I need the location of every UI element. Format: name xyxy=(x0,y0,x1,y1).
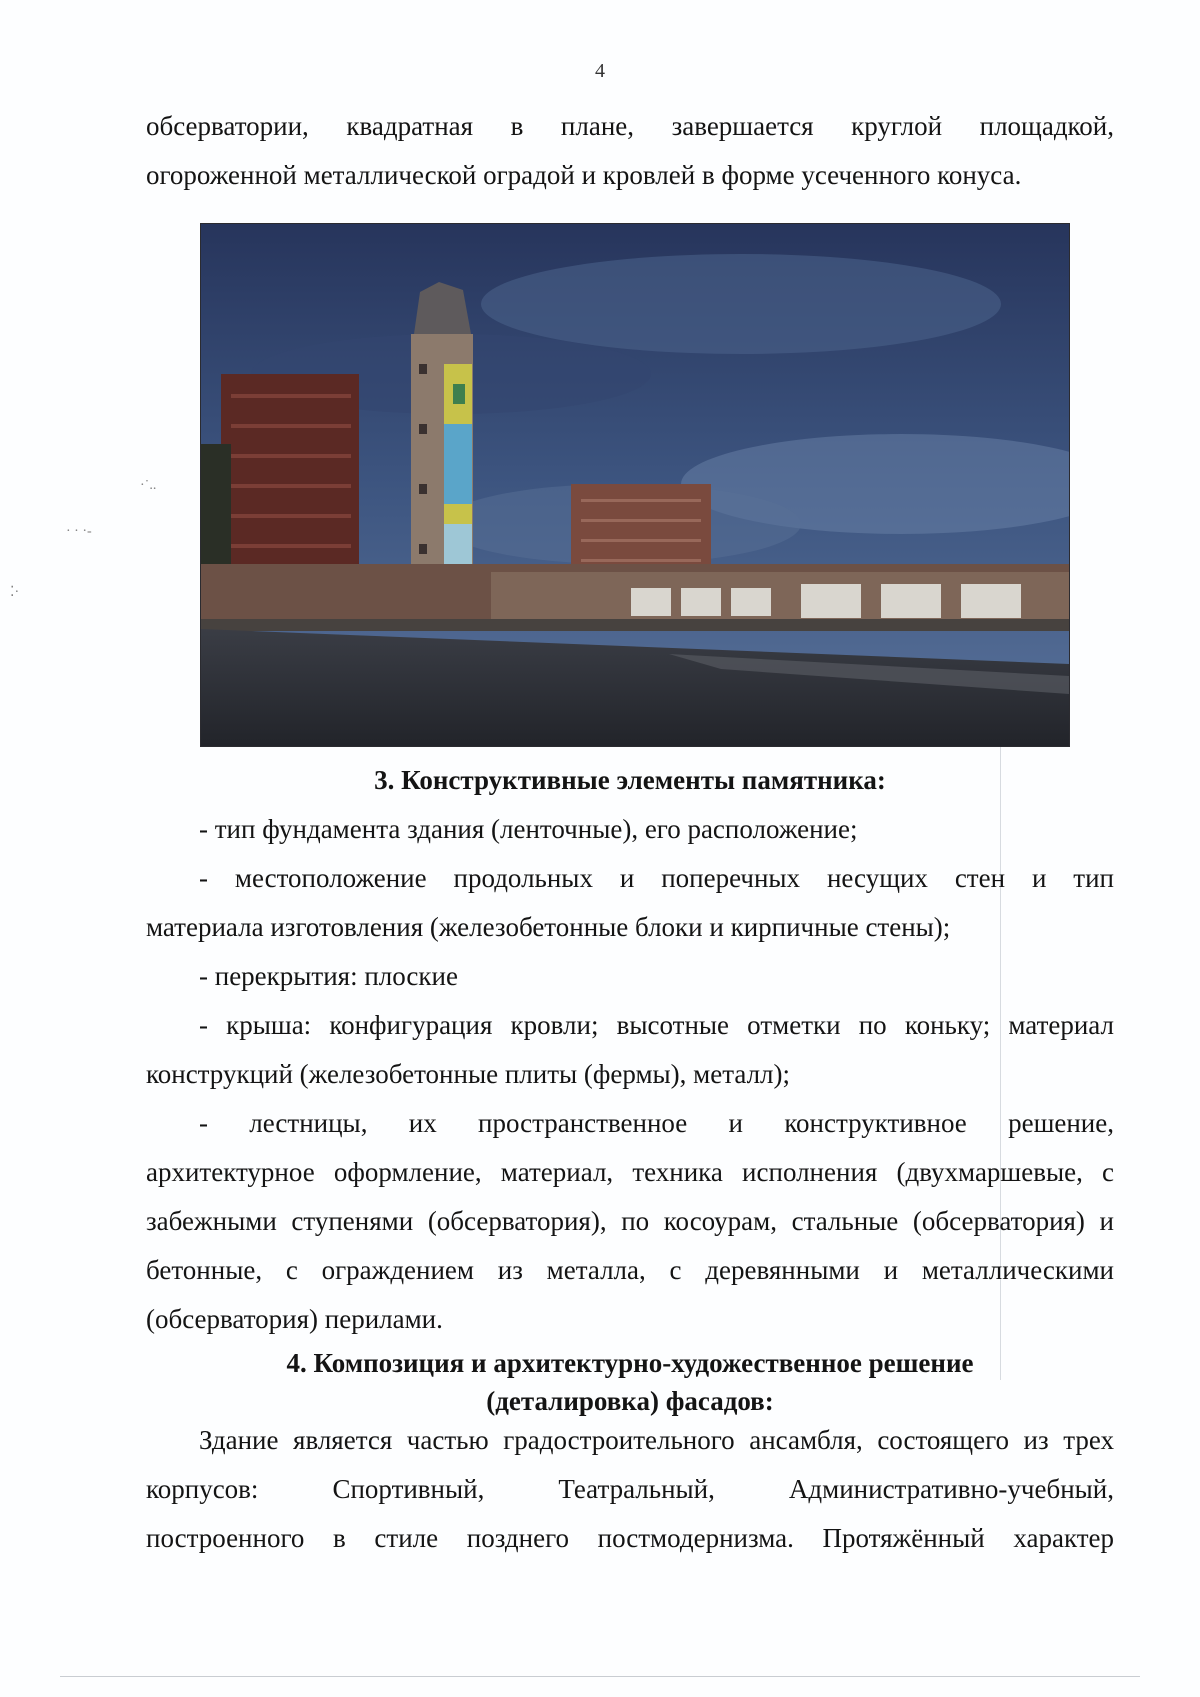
list-item-line: - местоположение продольных и поперечных несущих стен и тип xyxy=(199,863,1114,893)
section-heading: (деталировка) фасадов: xyxy=(486,1386,774,1416)
list-item-line: архитектурное оформление, материал, техника исполнения (двухмаршевые, с xyxy=(146,1157,1114,1187)
list-item-line: (обсерватория) перилами. xyxy=(146,1304,443,1334)
list-item-line: бетонные, с ограждением из металла, с деревянными и металлическими xyxy=(146,1255,1114,1285)
list-item-line: конструкций (железобетонные плиты (фермы), металл); xyxy=(146,1059,791,1089)
building-photo xyxy=(201,224,1069,746)
list-item-line: - лестницы, их пространственное и конструктивное решение, xyxy=(199,1108,1114,1138)
scan-artifact-mark: ⁚· xyxy=(10,585,20,600)
list-item-line: - крыша: конфигурация кровли; высотные отметки по коньку; материал xyxy=(199,1010,1114,1040)
list-item-line: материала изготовления (железобетонные блоки и кирпичные стены); xyxy=(146,912,951,942)
text-line: обсерватории, квадратная в плане, завершается круглой площадкой, xyxy=(146,111,1114,141)
text-line: корпусов: Спортивный, Театральный, Административно-учебный, xyxy=(146,1474,1114,1504)
section-heading: 4. Композиция и архитектурно-художественное решение xyxy=(286,1348,974,1378)
scan-artifact-mark: ·˙.. xyxy=(140,478,157,493)
section-3 xyxy=(146,756,1114,1344)
intro-paragraph xyxy=(146,102,1114,200)
list-item-line: - перекрытия: плоские xyxy=(199,961,458,991)
text-line: огороженной металлической оградой и кровлей в форме усеченного конуса. xyxy=(146,160,1022,190)
section-heading: 3. Конструктивные элементы памятника: xyxy=(374,765,886,795)
page-number: 4 xyxy=(595,60,605,82)
text-line: Здание является частью градостроительного ансамбля, состоящего из трех xyxy=(199,1425,1114,1455)
section-4-heading xyxy=(146,1344,1114,1420)
text-line: построенного в стиле позднего постмодернизма. Протяжённый характер xyxy=(146,1523,1114,1553)
scan-artifact-mark: · · ·‐ xyxy=(66,524,92,539)
list-item-line: - тип фундамента здания (ленточные), его расположение; xyxy=(199,814,858,844)
section-4-paragraph xyxy=(146,1416,1114,1563)
building-photo-icon xyxy=(201,224,1069,746)
scan-artifact-line xyxy=(60,1676,1140,1677)
list-item-line: забежными ступенями (обсерватория), по косоурам, стальные (обсерватория) и xyxy=(146,1206,1114,1236)
